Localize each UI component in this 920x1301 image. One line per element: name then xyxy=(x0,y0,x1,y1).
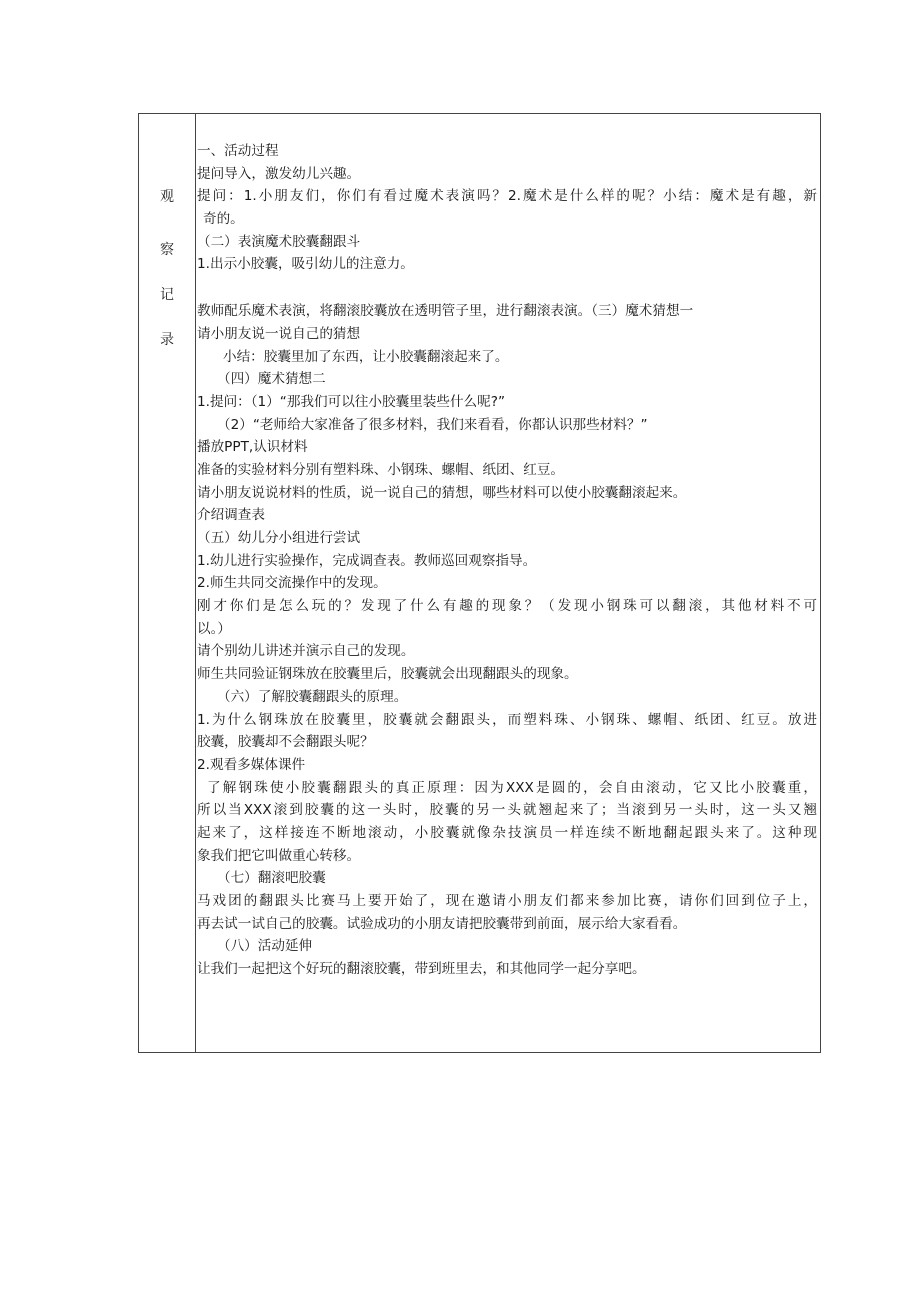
label-char: 观 xyxy=(160,189,174,205)
content-line: 再去试一试自己的胶囊。试验成功的小朋友请把胶囊带到前面，展示给大家看看。 xyxy=(197,915,687,932)
content-line: （五）幼儿分小组进行尝试 xyxy=(197,530,361,546)
observation-record-table xyxy=(138,113,821,1053)
content-line: 请小朋友说一说自己的猜想 xyxy=(197,325,361,342)
content-line: 播放PPT,认识材料 xyxy=(197,439,308,456)
content-line: 2.观看多媒体课件 xyxy=(197,756,306,773)
content-line: 准备的实验材料分别有塑料珠、小钢珠、螺帽、纸团、红豆。 xyxy=(197,461,565,478)
content-line: （六）了解胶囊翻跟头的原理。 xyxy=(217,688,408,705)
content-line: 2.师生共同交流操作中的发现。 xyxy=(197,575,387,592)
content-line: 所以当XXX滚到胶囊的这一头时，胶囊的另一头就翘起来了；当滚到另一头时，这一头又翘 xyxy=(197,802,817,819)
label-char: 录 xyxy=(160,332,174,348)
content-line: 请个别幼儿讲述并演示自己的发现。 xyxy=(197,643,415,660)
content-line: 马戏团的翻跟头比赛马上要开始了，现在邀请小朋友们都来参加比赛，请你们回到位子上， xyxy=(197,893,817,909)
content-line: （七）翻滚吧胶囊 xyxy=(217,870,326,887)
content-line: 小结：胶囊里加了东西，让小胶囊翻滚起来了。 xyxy=(223,348,509,365)
content-line: 起来了，这样接连不断地滚动，小胶囊就像杂技演员一样连续不断地翻起跟头来了。这种现 xyxy=(197,824,817,841)
label-char: 记 xyxy=(160,287,174,303)
content-line: 以。） xyxy=(197,620,231,637)
content-line: 教师配乐魔术表演，将翻滚胶囊放在透明管子里，进行翻滚表演。（三）魔术猜想一 xyxy=(197,303,694,320)
content-line: 了解钢珠使小胶囊翻跟头的真正原理：因为XXX是圆的，会自由滚动，它又比小胶囊重， xyxy=(207,779,817,796)
content-line: 1.提问：（1）“那我们可以往小胶囊里装些什么呢?” xyxy=(197,393,505,410)
content-line: 象我们把它叫做重心转移。 xyxy=(197,847,361,864)
content-line: （2）“老师给大家准备了很多材料，我们来看看，你都认识那些材料？” xyxy=(217,416,648,433)
content-line: 一、活动过程 xyxy=(197,143,279,159)
content-line: 提问：1.小朋友们，你们有看过魔术表演吗？2.魔术是什么样的呢？小结：魔术是有趣，新 xyxy=(197,188,817,205)
content-line: （二）表演魔术胶囊翻跟斗 xyxy=(197,233,361,250)
content-line: （四）魔术猜想二 xyxy=(217,371,326,388)
content-line: 1.为什么钢珠放在胶囊里，胶囊就会翻跟头，而塑料珠、小钢珠、螺帽、纸团、红豆。放进 xyxy=(197,711,817,728)
content-line: 1.幼儿进行实验操作，完成调查表。教师巡回观察指导。 xyxy=(197,552,537,569)
content-line: 提问导入，激发幼儿兴趣。 xyxy=(197,165,361,182)
content-line: 奇的。 xyxy=(203,211,244,228)
content-line: 介绍调查表 xyxy=(197,507,265,524)
spacer xyxy=(197,276,817,300)
activity-content xyxy=(197,140,817,981)
content-line: 让我们一起把这个好玩的翻滚胶囊，带到班里去，和其他同学一起分享吧。 xyxy=(197,961,646,978)
column-divider xyxy=(195,114,196,1052)
content-line: 请小朋友说说材料的性质，说一说自己的猜想，哪些材料可以使小胶囊翻滚起来。 xyxy=(197,484,687,501)
content-line: 胶囊，胶囊却不会翻跟头呢？ xyxy=(197,734,374,751)
content-line: 师生共同验证钢珠放在胶囊里后，胶囊就会出现翻跟头的现象。 xyxy=(197,666,578,683)
content-line: 刚才你们是怎么玩的？发现了什么有趣的现象？（发现小钢珠可以翻滚，其他材料不可 xyxy=(197,598,817,615)
label-char: 察 xyxy=(160,242,174,258)
content-line: 1.出示小胶囊，吸引幼儿的注意力。 xyxy=(197,256,414,273)
content-line: （八）活动延伸 xyxy=(217,938,313,955)
